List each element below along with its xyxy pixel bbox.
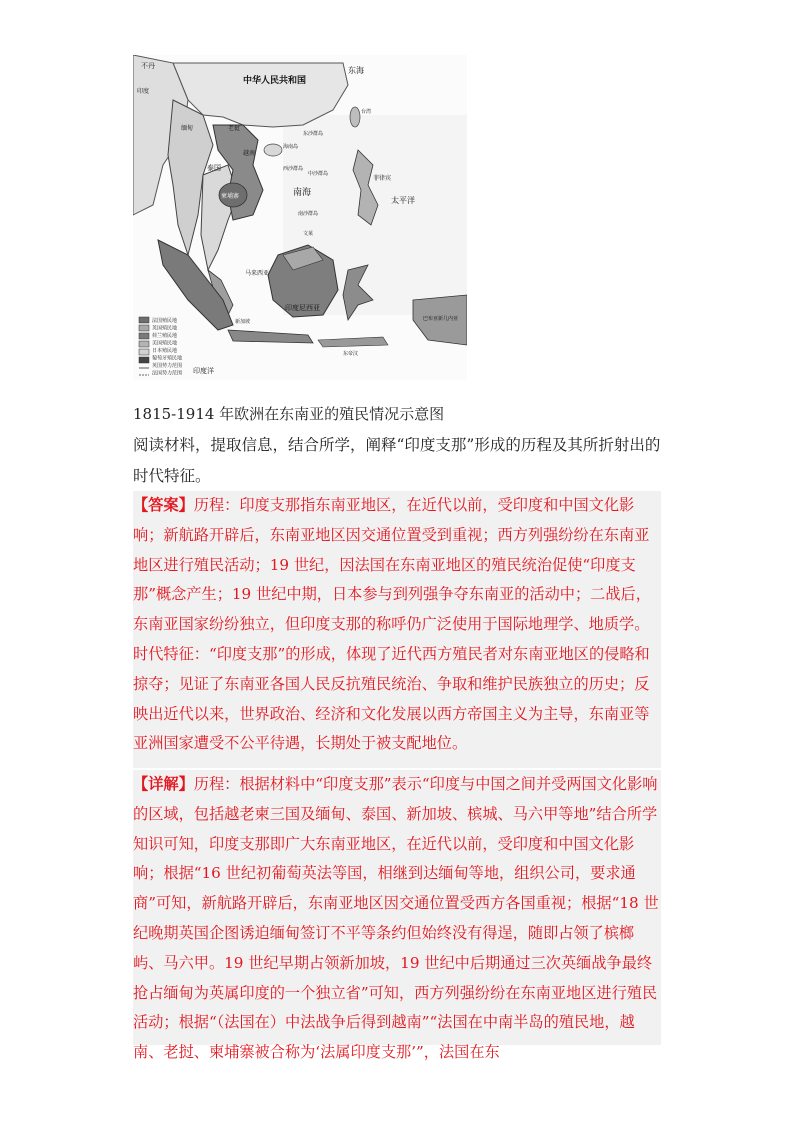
map-label-brunei: 文莱 — [303, 231, 314, 237]
map-label-nansha: 南沙群岛 — [298, 211, 319, 217]
map-label-china: 中华人民共和国 — [243, 76, 307, 86]
map-label-malaysia: 马来西亚 — [245, 270, 270, 277]
map-legend-item: 美国殖民地 — [152, 340, 178, 347]
map-label-png: 巴布亚新几内亚 — [423, 316, 459, 322]
map-label-indonesia: 印度尼西亚 — [285, 304, 320, 312]
detail-paragraph — [133, 770, 661, 1068]
map-label-thailand: 泰国 — [207, 164, 221, 172]
map-label-vietnam: 越南 — [243, 150, 256, 157]
map-label-dongsha: 东沙群岛 — [303, 131, 324, 137]
map-label-zhongsha: 中沙群岛 — [308, 171, 329, 177]
answer-process: 历程：印度支那指东南亚地区，在近代以前，受印度和中国文化影响；新航路开辟后，东南亚地区因交通位置受到重视；西方列强纷纷在东南亚地区进行殖民活动；19 世纪，因法国在东南亚地区的殖民统治促使“印度支那”概念产生；19 世纪中期，日本参与到列强争夺东南亚的活动中；二战后，东南亚国家纷纷独立，但印度支那的称呼仍广泛使用于国际地理学、地质学。 — [133, 496, 651, 634]
map-label-east-sea: 东海 — [348, 66, 364, 75]
map-legend-item: 英国殖民地 — [152, 325, 178, 332]
map-label-laos: 老挝 — [228, 125, 241, 132]
map-caption: 1815-1914 年欧洲在东南亚的殖民情况示意图 — [133, 405, 445, 423]
map-legend-item: 英国势力范围 — [152, 363, 183, 369]
map-label-hainan: 海南岛 — [283, 144, 299, 150]
detail-text: 历程：根据材料中“印度支那”表示“印度与中国之间并受两国文化影响的区域，包括越老柬三国及缅甸、泰国、新加坡、槟城、马六甲等地”结合所学知识可知，印度支那即广大东南亚地区，在近代以前，受印度和中国文化影响；根据“16 世纪初葡萄英法等国，相继到达缅甸等地，组织公司，要求通商”可知，新航路开辟后，东南亚地区因交通位置受西方各国重视；根据“18 世纪晚期英国企图诱迫缅甸签订不平等条约但始终没有得逞，随即占领了槟榔屿、马六甲。19 世纪早期占领新加坡，19 世纪中后期通过三次英缅战争最终抢占缅甸为英属印度的一个独立省”可知，西方列强纷纷在东南亚地区进行殖民活动；根据“（法国在）中法战争后得到越南”“法国在中南半岛的殖民地，越南、老挝、柬埔寨被合称为‘法属印度支那’”，法国在东 — [133, 775, 659, 1062]
map-label-xisha: 西沙群岛 — [283, 166, 304, 172]
answer-feature: 时代特征：“印度支那”的形成，体现了近代西方殖民者对东南亚地区的侵略和掠夺；见证了东南亚各国人民反抗殖民统治、争取和维护民族独立的历史；反映出近代以来，世界政治、经济和文化发展以西方帝国主义为主导，东南亚等亚洲国家遭受不公平待遇，长期处于被支配地位。 — [133, 644, 650, 753]
map-legend-item: 葡萄牙殖民地 — [152, 355, 183, 362]
map-label-indian-ocean: 印度洋 — [193, 367, 214, 375]
map-label-india: 印度 — [137, 88, 150, 95]
detail-block — [133, 770, 661, 1062]
answer-block — [133, 491, 661, 768]
map-legend-item: 法国势力范围 — [152, 370, 183, 377]
answer-paragraph — [133, 491, 661, 640]
map-label-taiwan: 台湾 — [361, 109, 372, 115]
map-label-south-sea: 南海 — [293, 188, 312, 198]
detail-label: 【详解】 — [133, 775, 194, 793]
map-legend-item: 荷兰殖民地 — [152, 333, 178, 339]
answer-label: 【答案】 — [133, 496, 194, 514]
map-top-left-label: 不丹 — [141, 62, 155, 70]
map-legend-item: 法国殖民地 — [152, 318, 178, 324]
map-label-singapore: 新加坡 — [235, 319, 251, 325]
map-label-pacific: 太平洋 — [391, 196, 415, 205]
map-label-philippines: 菲律宾 — [373, 175, 392, 182]
map-label-east-timor: 东帝汶 — [343, 351, 359, 357]
question-text: 阅读材料，提取信息，结合所学，阐释“印度支那”形成的历程及其所折射出的时代特征。 — [133, 436, 661, 485]
map-label-cambodia: 柬埔寨 — [221, 193, 240, 200]
map-label-burma: 缅甸 — [181, 125, 194, 132]
colonial-map — [133, 55, 467, 380]
map-legend-item: 日本殖民地 — [152, 348, 178, 354]
